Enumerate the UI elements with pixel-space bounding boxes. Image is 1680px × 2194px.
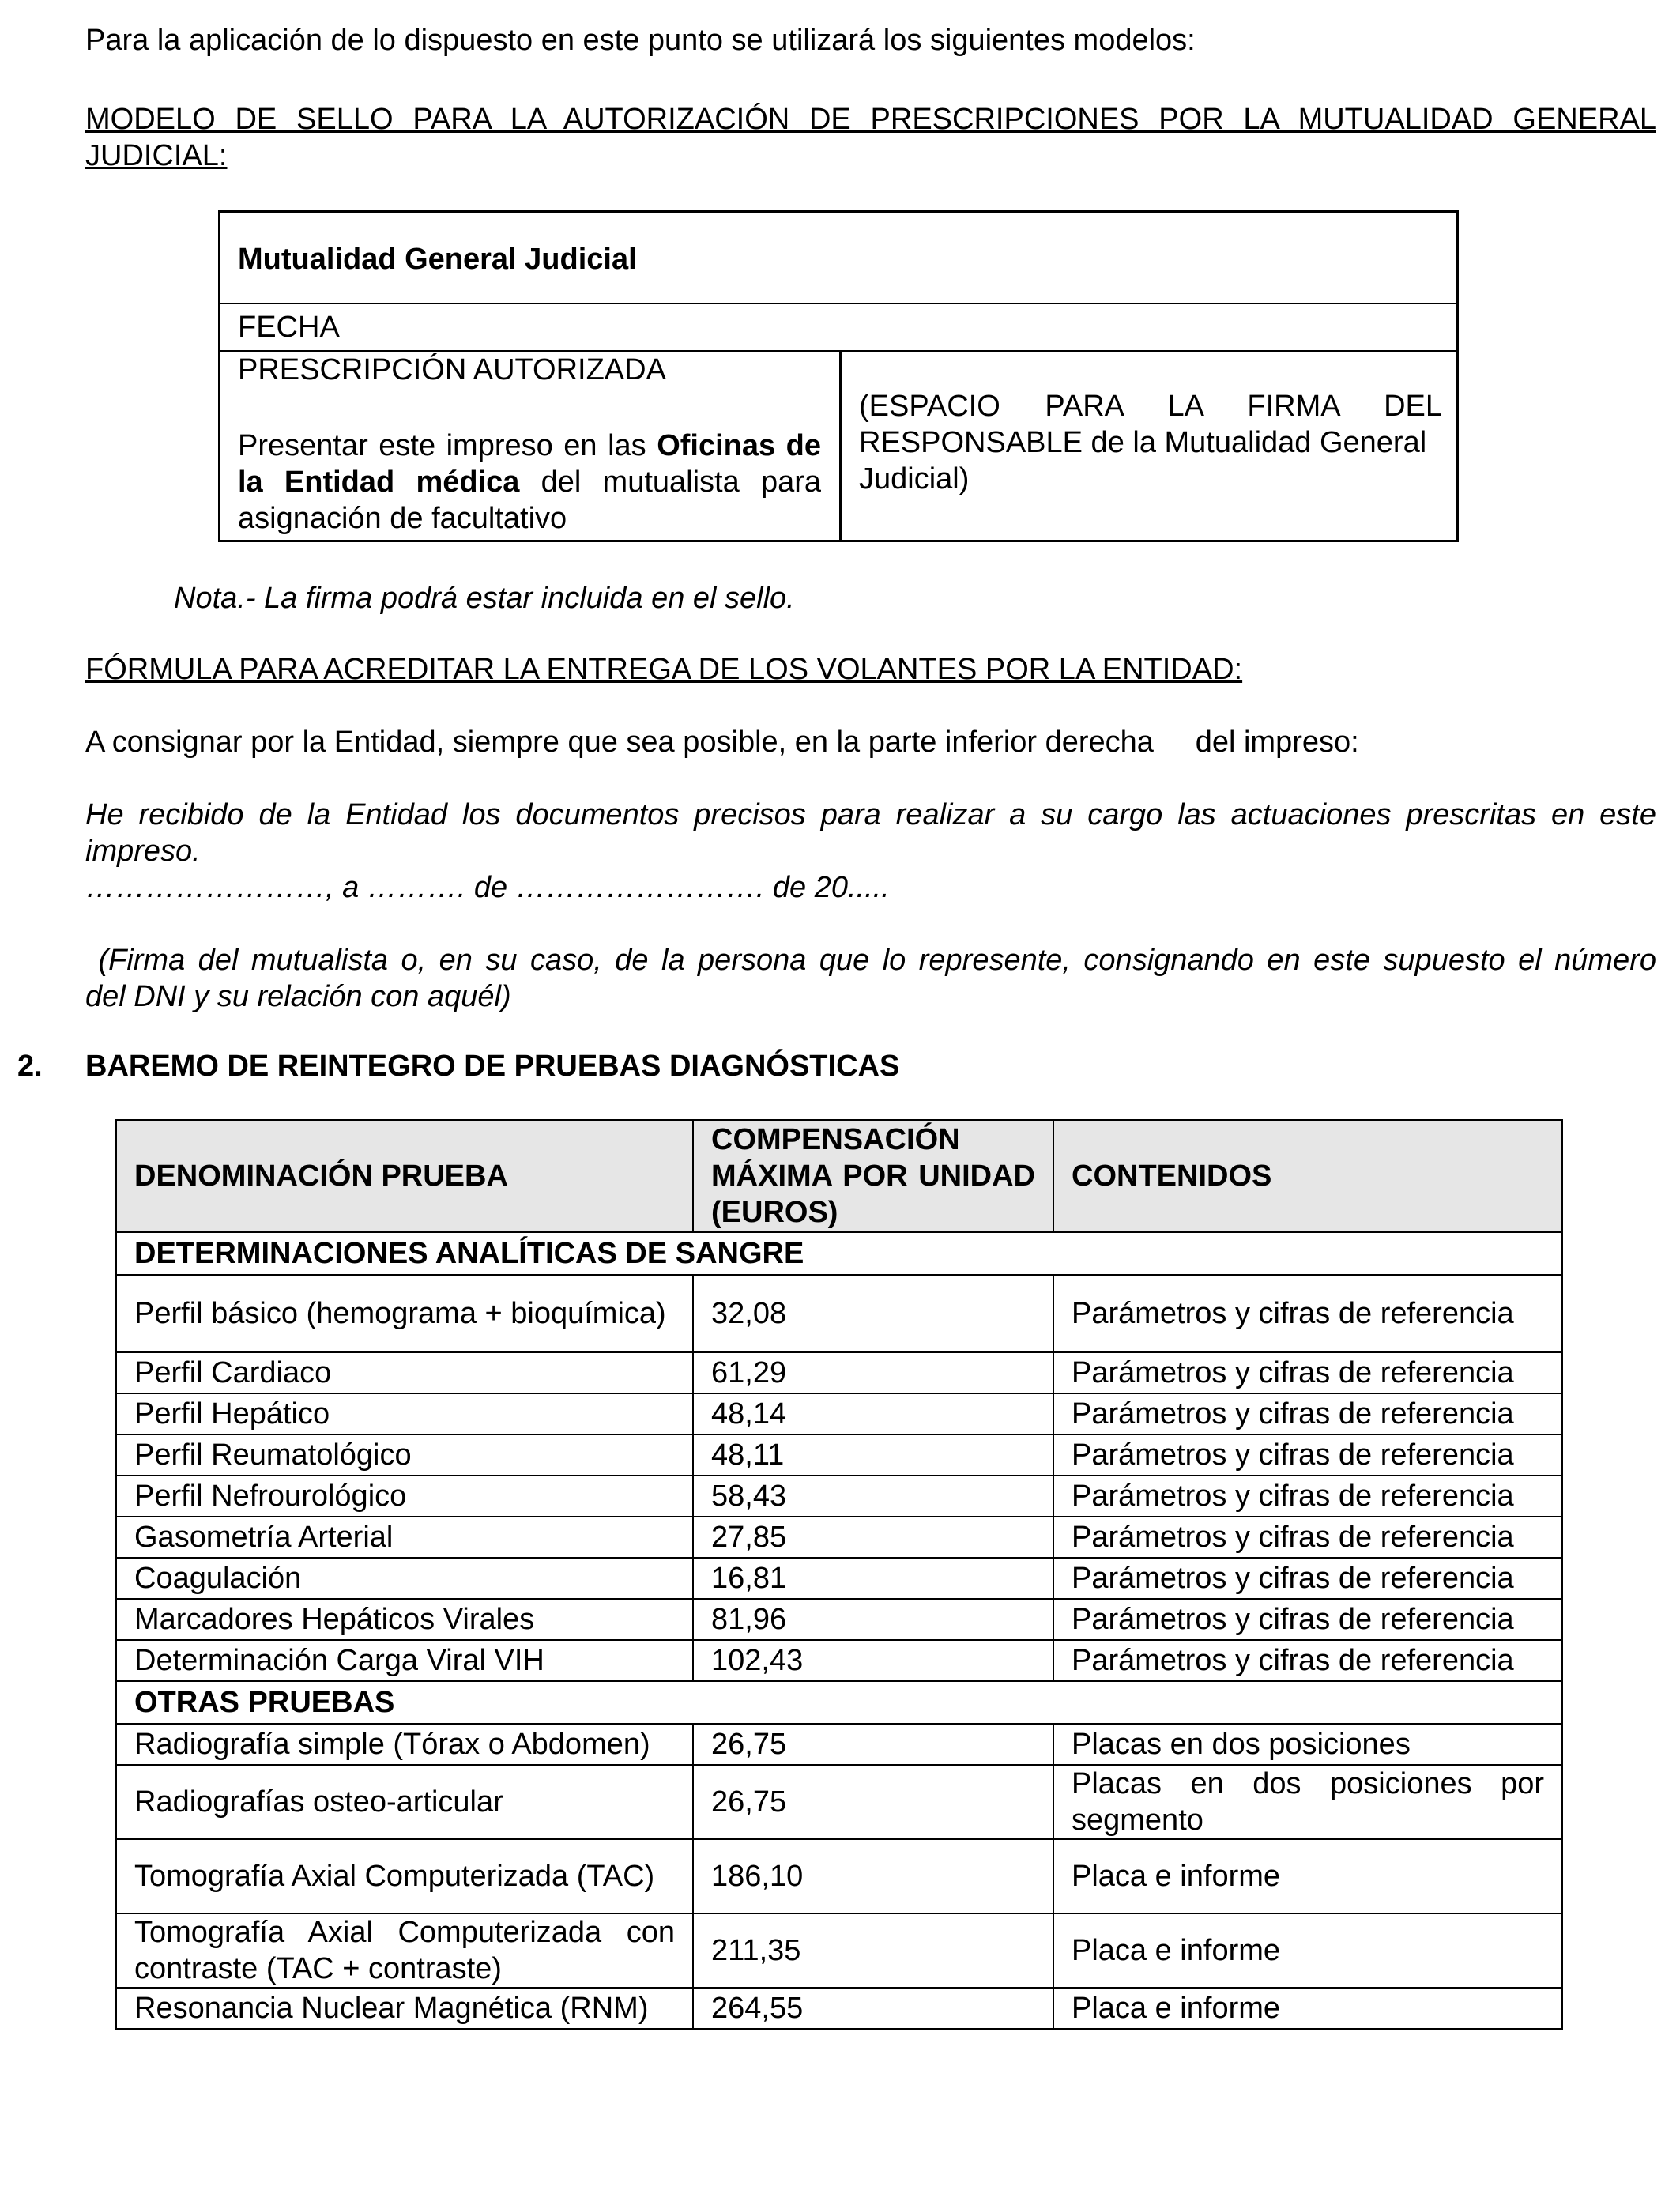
row-value: 48,11 <box>693 1434 1053 1476</box>
row-content: Parámetros y cifras de referencia <box>1053 1393 1562 1434</box>
row-name: Tomografía Axial Computerizada con contraste (TAC + contraste) <box>116 1913 693 1988</box>
section-number: 2. <box>17 1050 43 1083</box>
row-value: 32,08 <box>693 1275 1053 1352</box>
row-content: Placa e informe <box>1053 1839 1562 1913</box>
table-row <box>116 1765 1562 1839</box>
stamp-signature-line-2: RESPONSABLE de la Mutualidad General <box>859 426 1427 459</box>
stamp-model <box>218 210 1459 542</box>
table-header-row <box>116 1120 1562 1232</box>
table-row <box>116 1393 1562 1434</box>
row-value: 102,43 <box>693 1640 1053 1681</box>
stamp-present-bold-2: la Entidad médica <box>238 466 520 499</box>
row-content: Parámetros y cifras de referencia <box>1053 1558 1562 1599</box>
stamp-signature-line-3: Judicial) <box>859 462 970 496</box>
section-title: BAREMO DE REINTEGRO DE PRUEBAS DIAGNÓSTICAS <box>85 1050 900 1083</box>
row-name: Radiografía simple (Tórax o Abdomen) <box>116 1724 693 1765</box>
model-heading-text: MODELO DE SELLO PARA LA AUTORIZACIÓN DE PRESCRIPCIONES POR LA MUTUALIDAD GENERAL JUDICIAL: <box>85 103 1656 172</box>
row-content: Parámetros y cifras de referencia <box>1053 1275 1562 1352</box>
row-value: 81,96 <box>693 1599 1053 1640</box>
table-row <box>116 1558 1562 1599</box>
row-value: 61,29 <box>693 1352 1053 1393</box>
table-row <box>116 1517 1562 1558</box>
table-row <box>116 1724 1562 1765</box>
row-content: Placa e informe <box>1053 1988 1562 2029</box>
row-name: Perfil Nefrourológico <box>116 1476 693 1517</box>
formula-heading: FÓRMULA PARA ACREDITAR LA ENTREGA DE LOS VOLANTES POR LA ENTIDAD: <box>85 653 1243 686</box>
baremo-table <box>115 1119 1563 2030</box>
row-content: Parámetros y cifras de referencia <box>1053 1476 1562 1517</box>
model-heading <box>85 101 1656 174</box>
table-row <box>116 1275 1562 1352</box>
consignar-text: A consignar por la Entidad, siempre que sea posible, en la parte inferior derecha del impreso: <box>85 726 1359 759</box>
row-name: Perfil Cardiaco <box>116 1352 693 1393</box>
stamp-present-bold-1: Oficinas de <box>657 429 821 462</box>
row-name: Gasometría Arterial <box>116 1517 693 1558</box>
row-content: Placas en dos posiciones por segmento <box>1053 1765 1562 1839</box>
row-value: 58,43 <box>693 1476 1053 1517</box>
row-content: Placa e informe <box>1053 1913 1562 1988</box>
table-row <box>116 1599 1562 1640</box>
stamp-signature-cell <box>842 352 1456 540</box>
row-value: 27,85 <box>693 1517 1053 1558</box>
table-row <box>116 1352 1562 1393</box>
firma-line-2: del DNI y su relación con aquél) <box>85 980 511 1013</box>
row-content: Placas en dos posiciones <box>1053 1724 1562 1765</box>
row-value: 26,75 <box>693 1765 1053 1839</box>
section-analiticas: DETERMINACIONES ANALÍTICAS DE SANGRE <box>116 1232 1562 1275</box>
row-content: Parámetros y cifras de referencia <box>1053 1517 1562 1558</box>
row-value: 48,14 <box>693 1393 1053 1434</box>
row-content: Parámetros y cifras de referencia <box>1053 1640 1562 1681</box>
header-denominacion: DENOMINACIÓN PRUEBA <box>116 1120 693 1232</box>
row-value: 211,35 <box>693 1913 1053 1988</box>
row-name: Perfil Hepático <box>116 1393 693 1434</box>
stamp-fecha: FECHA <box>238 311 340 344</box>
stamp-prescription-cell <box>220 352 842 540</box>
firma-line-1: (Firma del mutualista o, en su caso, de la persona que lo represente, consignando en este supuesto el número <box>85 944 1656 977</box>
row-name: Determinación Carga Viral VIH <box>116 1640 693 1681</box>
table-row <box>116 1434 1562 1476</box>
stamp-signature-line-1: (ESPACIO PARA LA FIRMA DEL <box>859 390 1442 423</box>
nota: Nota.- La firma podrá estar incluida en el sello. <box>174 582 795 615</box>
table-section-row <box>116 1232 1562 1275</box>
stamp-present-text-2: del mutualista para <box>519 466 821 499</box>
row-content: Parámetros y cifras de referencia <box>1053 1352 1562 1393</box>
row-name: Radiografías osteo-articular <box>116 1765 693 1839</box>
stamp-fecha-row <box>220 304 1456 352</box>
row-value: 186,10 <box>693 1839 1053 1913</box>
row-name: Perfil Reumatológico <box>116 1434 693 1476</box>
row-name: Marcadores Hepáticos Virales <box>116 1599 693 1640</box>
row-value: 16,81 <box>693 1558 1053 1599</box>
table-row <box>116 1913 1562 1988</box>
table-row <box>116 1988 1562 2029</box>
recibido-line-1: He recibido de la Entidad los documentos precisos para realizar a su cargo las actuaciones prescritas en este <box>85 798 1656 831</box>
row-value: 264,55 <box>693 1988 1053 2029</box>
header-contenidos: CONTENIDOS <box>1053 1120 1562 1232</box>
table-row <box>116 1476 1562 1517</box>
table-row <box>116 1640 1562 1681</box>
row-value: 26,75 <box>693 1724 1053 1765</box>
stamp-title-row <box>220 213 1456 304</box>
row-name: Perfil básico (hemograma + bioquímica) <box>116 1275 693 1352</box>
row-name: Coagulación <box>116 1558 693 1599</box>
stamp-present-line-2 <box>238 464 821 500</box>
stamp-present-text-1: Presentar este impreso en las <box>238 429 657 462</box>
stamp-prescripcion: PRESCRIPCIÓN AUTORIZADA <box>238 353 666 386</box>
recibido-line-2: impreso. <box>85 835 201 868</box>
section-otras: OTRAS PRUEBAS <box>116 1681 1562 1724</box>
row-name: Tomografía Axial Computerizada (TAC) <box>116 1839 693 1913</box>
table-section-row <box>116 1681 1562 1724</box>
dots-line: ……………………, a ………. de ……………………. de 20..... <box>85 871 890 904</box>
header-compensacion: COMPENSACIÓN MÁXIMA POR UNIDAD (EUROS) <box>693 1120 1053 1232</box>
row-content: Parámetros y cifras de referencia <box>1053 1599 1562 1640</box>
stamp-present-line-3: asignación de facultativo <box>238 502 567 535</box>
row-content: Parámetros y cifras de referencia <box>1053 1434 1562 1476</box>
intro-text: Para la aplicación de lo dispuesto en este punto se utilizará los siguientes modelos: <box>85 24 1196 57</box>
stamp-title: Mutualidad General Judicial <box>238 243 637 276</box>
row-name: Resonancia Nuclear Magnética (RNM) <box>116 1988 693 2029</box>
stamp-present-line-1 <box>238 428 821 464</box>
table-row <box>116 1839 1562 1913</box>
